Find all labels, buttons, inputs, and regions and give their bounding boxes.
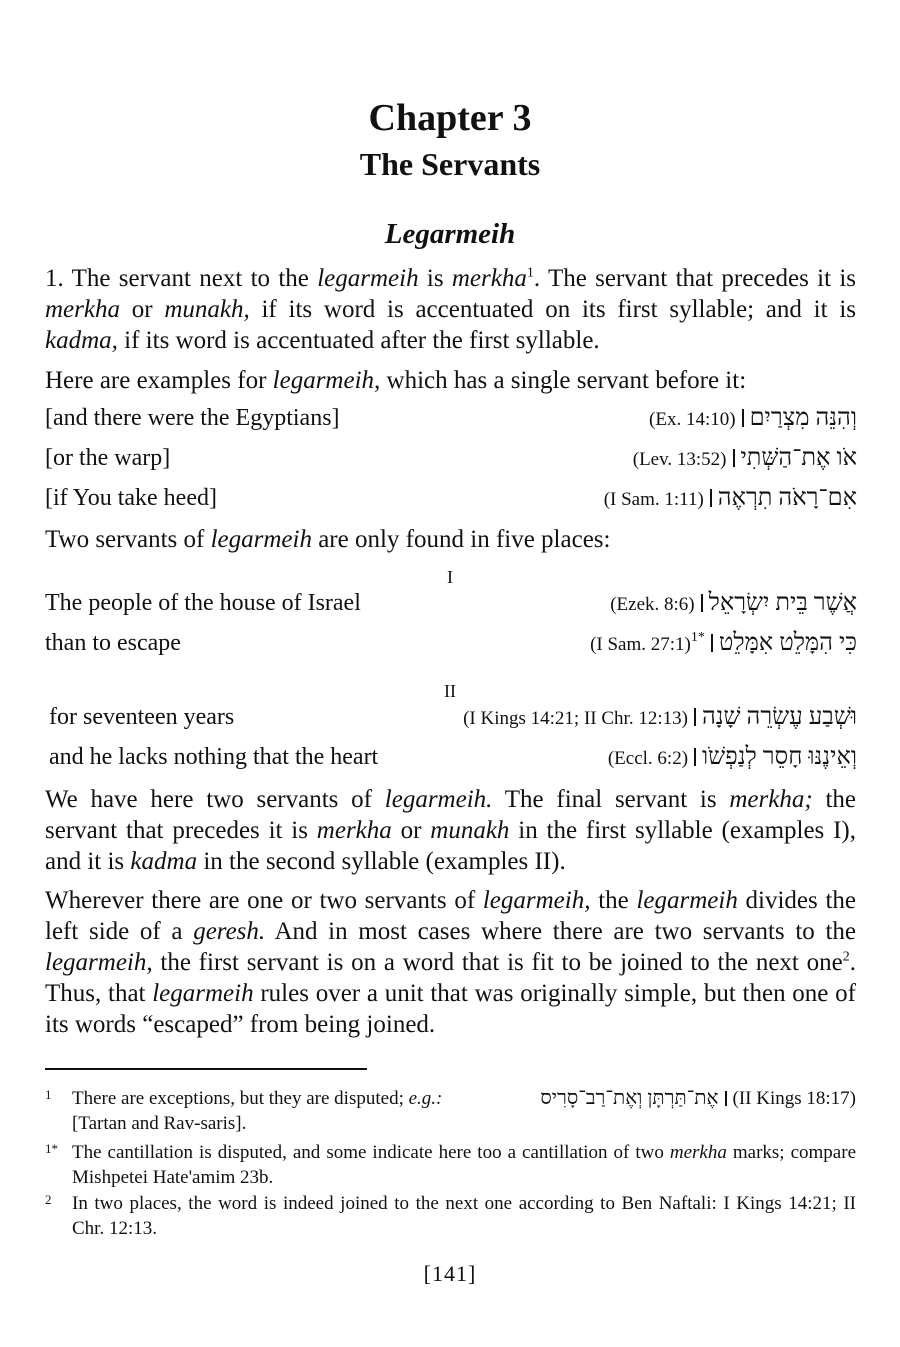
text: or	[119, 296, 165, 323]
footnote-divider	[45, 1068, 367, 1070]
example-hebrew: וְאֵינֶנּוּ חָסֵר לְנַפְשֹׁו	[702, 744, 857, 770]
example-reference: (I Sam. 1:11)	[603, 489, 704, 510]
example-hebrew: כִּי הִמָּלֵט אִמָּלֵט	[718, 630, 857, 656]
italic-term: merkha	[451, 265, 527, 292]
paragraph-5	[45, 885, 856, 1040]
chapter-title: Chapter 3	[368, 97, 532, 139]
example-reference: (Ezek. 8:6)	[610, 594, 695, 615]
footnote-1	[45, 1086, 856, 1136]
italic-term: munakh	[430, 817, 510, 844]
footnote-reference: (II Kings 18:17)	[732, 1088, 856, 1109]
italic-term: legarmeih.	[384, 786, 493, 813]
example-reference: (Ex. 14:10)	[649, 409, 736, 430]
page-number: [141]	[423, 1261, 477, 1286]
text: in the first syllable (examples I), and it is	[45, 817, 857, 875]
text: marks; compare Mishpetei Hate'amim 23b.	[72, 1142, 857, 1188]
example-english: and he lacks nothing that the heart	[49, 744, 379, 770]
footnote-hebrew-group	[540, 1086, 856, 1111]
italic-term: munakh,	[164, 296, 250, 323]
example-hebrew-group	[608, 744, 857, 771]
example-row	[45, 445, 857, 479]
paseq-mark	[710, 489, 712, 507]
paragraph-4	[45, 784, 856, 877]
example-english: [if You take heed]	[45, 485, 217, 511]
example-hebrew-group	[649, 405, 857, 432]
example-row	[45, 630, 857, 664]
italic-term: merkha	[45, 296, 120, 323]
text: is	[418, 265, 452, 292]
text: [Tartan and Rav-saris].	[72, 1113, 247, 1134]
italic-term: legarmeih	[210, 526, 312, 553]
text: or	[391, 817, 431, 844]
example-reference: (I Sam. 27:1)	[590, 634, 691, 655]
text: if its word is accentuated on its first syllable; and it is	[249, 296, 856, 323]
text: We have here two servants of	[45, 786, 385, 813]
italic-term: legarmeih,	[482, 887, 591, 914]
text: the	[590, 887, 637, 914]
paseq-mark	[733, 449, 735, 467]
text: And in most cases where there are two servants to the	[265, 918, 856, 945]
text: The servant next to the	[63, 265, 318, 292]
text: are only found in five places:	[311, 526, 611, 553]
example-hebrew-group	[633, 445, 857, 472]
group-label-i: I	[447, 567, 453, 587]
footnote-number: 2	[45, 1192, 52, 1207]
paseq-mark	[725, 1091, 727, 1106]
italic-term: merkha;	[729, 786, 813, 813]
footnote-ref[interactable]: 1*	[690, 630, 705, 645]
example-english: for seventeen years	[49, 704, 235, 730]
text: The final servant is	[492, 786, 730, 813]
example-reference: (Eccl. 6:2)	[607, 748, 689, 769]
text: Here are examples for	[45, 367, 273, 394]
footnote-text	[72, 1140, 856, 1190]
text: The cantillation is disputed, and some indicate here too a cantillation of two	[72, 1142, 670, 1163]
footnote-number: 1*	[45, 1141, 58, 1156]
paseq-mark	[701, 594, 703, 612]
footnote-2	[45, 1191, 856, 1241]
italic-term: legarmeih	[636, 887, 738, 914]
text: Two servants of	[45, 526, 211, 553]
footnote-hebrew: אֶת־תַּרְתָּן וְאֶת־רַב־סָרִיס	[540, 1087, 719, 1109]
paragraph-1	[45, 263, 856, 356]
italic-term: legarmeih,	[272, 367, 381, 394]
example-row	[45, 590, 857, 624]
section-heading: Legarmeih	[384, 218, 516, 250]
italic-term: e.g.:	[408, 1088, 443, 1109]
text: the servant that precedes it is	[45, 786, 856, 844]
example-english: The people of the house of Israel	[45, 590, 361, 616]
example-hebrew: וְהִנֵּה מִצְרַיִם	[749, 405, 857, 431]
footnote-ref[interactable]: 2	[842, 949, 850, 965]
paseq-mark	[694, 708, 696, 726]
italic-term: geresh.	[193, 918, 266, 945]
footnote-ref[interactable]: 1	[526, 265, 534, 281]
text: divides the left side of a	[45, 887, 857, 945]
text: There are exceptions, but they are disputed;	[72, 1088, 409, 1109]
italic-term: kadma,	[45, 327, 118, 354]
italic-term: kadma	[130, 848, 198, 875]
example-hebrew-group	[463, 704, 857, 731]
paseq-mark	[694, 748, 696, 766]
footnote-number: 1	[45, 1087, 52, 1102]
footnote-text	[72, 1086, 856, 1136]
example-english: [or the warp]	[45, 445, 171, 471]
example-row	[45, 405, 857, 439]
text: in the second syllable (examples II).	[197, 848, 566, 875]
paseq-mark	[711, 634, 713, 652]
footnote-text: In two places, the word is indeed joined to the next one according to Ben Naftali: I Kings 14:21; II Chr. 12:13.	[72, 1193, 856, 1239]
group-label-ii: II	[444, 681, 456, 701]
example-hebrew: אִם־רָאֹה תִרְאֶה	[717, 485, 857, 511]
example-hebrew: אֹו אֶת־הַשְּׁתִי	[740, 445, 857, 471]
italic-term: merkha	[669, 1142, 727, 1163]
example-english: [and there were the Egyptians]	[45, 405, 340, 431]
text: . The servant that precedes it is	[533, 265, 856, 292]
example-hebrew-group	[604, 485, 857, 512]
example-row	[45, 485, 857, 519]
italic-term: legarmeih	[152, 980, 254, 1007]
paragraph-number: 1.	[45, 265, 64, 292]
italic-term: legarmeih	[317, 265, 419, 292]
example-hebrew: אֲשֶׁר בֵּית יִשְׂרָאֵל	[708, 590, 857, 616]
example-reference: (Lev. 13:52)	[632, 449, 727, 470]
italic-term: merkha	[316, 817, 392, 844]
example-hebrew-group	[610, 590, 857, 617]
example-hebrew-group	[590, 630, 857, 657]
example-reference: (I Kings 14:21; II Chr. 12:13)	[463, 708, 688, 729]
paseq-mark	[742, 409, 744, 427]
example-row	[49, 704, 857, 738]
text: Wherever there are one or two servants of	[45, 887, 483, 914]
example-row	[49, 744, 857, 778]
text: the first servant is on a word that is fit to be joined to the next one	[152, 949, 843, 976]
example-hebrew: וּשְׁבַע עֶשְׂרֵה שָׁנָה	[701, 704, 857, 730]
text: which has a single servant before it:	[380, 367, 747, 394]
paragraph-3	[45, 524, 856, 555]
chapter-subtitle: The Servants	[359, 146, 541, 182]
paragraph-2	[45, 365, 856, 396]
footnote-1-star	[45, 1140, 856, 1190]
text: if its word is accentuated after the first syllable.	[117, 327, 600, 354]
example-english: than to escape	[45, 630, 181, 656]
text: . Thus, that	[45, 949, 856, 1007]
italic-term: legarmeih,	[45, 949, 153, 976]
text: rules over a unit that was originally simple, but then one of its words “escaped” from being joined.	[45, 980, 856, 1038]
